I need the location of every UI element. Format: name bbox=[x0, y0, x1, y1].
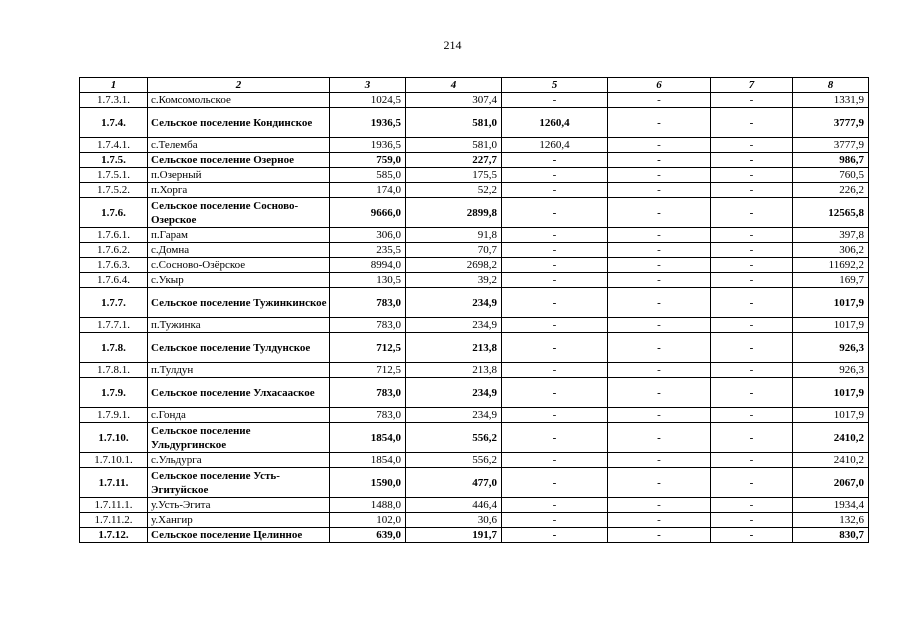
row-value-cell: 1017,9 bbox=[793, 288, 869, 318]
row-value-cell: - bbox=[711, 93, 793, 108]
row-value-cell: 477,0 bbox=[406, 468, 502, 498]
row-value-cell: 234,9 bbox=[406, 288, 502, 318]
row-value-cell: 213,8 bbox=[406, 333, 502, 363]
column-header: 3 bbox=[330, 78, 406, 93]
row-code-cell: 1.7.10. bbox=[80, 423, 148, 453]
row-value-cell: 1934,4 bbox=[793, 498, 869, 513]
table-row bbox=[80, 423, 869, 453]
column-header: 2 bbox=[148, 78, 330, 93]
row-value-cell: - bbox=[608, 318, 711, 333]
row-value-cell: 102,0 bbox=[330, 513, 406, 528]
row-value-cell: 760,5 bbox=[793, 168, 869, 183]
row-value-cell: - bbox=[502, 228, 608, 243]
row-value-cell: 783,0 bbox=[330, 318, 406, 333]
table-row bbox=[80, 198, 869, 228]
row-value-cell: - bbox=[608, 198, 711, 228]
row-value-cell: - bbox=[711, 168, 793, 183]
row-name-cell: с.Укыр bbox=[148, 273, 330, 288]
row-value-cell: - bbox=[608, 453, 711, 468]
table-row bbox=[80, 93, 869, 108]
row-value-cell: 91,8 bbox=[406, 228, 502, 243]
row-value-cell: 234,9 bbox=[406, 378, 502, 408]
row-name-cell: п.Хорга bbox=[148, 183, 330, 198]
row-name-cell: с.Домна bbox=[148, 243, 330, 258]
row-value-cell: - bbox=[502, 153, 608, 168]
table-row bbox=[80, 183, 869, 198]
row-name-cell: Сельское поселение Улхасааское bbox=[148, 378, 330, 408]
row-value-cell: - bbox=[502, 258, 608, 273]
row-code-cell: 1.7.9. bbox=[80, 378, 148, 408]
row-value-cell: - bbox=[608, 258, 711, 273]
row-value-cell: 783,0 bbox=[330, 378, 406, 408]
row-value-cell: - bbox=[711, 468, 793, 498]
row-value-cell: - bbox=[502, 318, 608, 333]
table-row bbox=[80, 258, 869, 273]
row-code-cell: 1.7.5.2. bbox=[80, 183, 148, 198]
row-value-cell: - bbox=[711, 183, 793, 198]
row-code-cell: 1.7.8. bbox=[80, 333, 148, 363]
row-code-cell: 1.7.9.1. bbox=[80, 408, 148, 423]
row-value-cell: - bbox=[502, 408, 608, 423]
column-header: 5 bbox=[502, 78, 608, 93]
row-value-cell: 227,7 bbox=[406, 153, 502, 168]
row-value-cell: 1854,0 bbox=[330, 423, 406, 453]
row-name-cell: п.Тулдун bbox=[148, 363, 330, 378]
table-row bbox=[80, 528, 869, 543]
row-name-cell: п.Тужинка bbox=[148, 318, 330, 333]
row-value-cell: 926,3 bbox=[793, 333, 869, 363]
row-value-cell: 712,5 bbox=[330, 333, 406, 363]
row-value-cell: 234,9 bbox=[406, 408, 502, 423]
row-value-cell: - bbox=[608, 363, 711, 378]
table-row bbox=[80, 288, 869, 318]
row-name-cell: Сельское поселение Озерное bbox=[148, 153, 330, 168]
row-value-cell: 712,5 bbox=[330, 363, 406, 378]
row-value-cell: - bbox=[608, 273, 711, 288]
row-name-cell: с.Ульдурга bbox=[148, 453, 330, 468]
row-value-cell: - bbox=[502, 288, 608, 318]
row-value-cell: - bbox=[711, 528, 793, 543]
table-row bbox=[80, 513, 869, 528]
table-row bbox=[80, 468, 869, 498]
row-value-cell: 1017,9 bbox=[793, 378, 869, 408]
row-value-cell: 585,0 bbox=[330, 168, 406, 183]
row-value-cell: 581,0 bbox=[406, 138, 502, 153]
row-code-cell: 1.7.11.2. bbox=[80, 513, 148, 528]
row-value-cell: - bbox=[608, 228, 711, 243]
row-value-cell: 783,0 bbox=[330, 288, 406, 318]
row-value-cell: 446,4 bbox=[406, 498, 502, 513]
row-value-cell: - bbox=[608, 288, 711, 318]
row-value-cell: 2067,0 bbox=[793, 468, 869, 498]
row-value-cell: - bbox=[608, 423, 711, 453]
row-code-cell: 1.7.7.1. bbox=[80, 318, 148, 333]
row-value-cell: 1017,9 bbox=[793, 408, 869, 423]
row-value-cell: 11692,2 bbox=[793, 258, 869, 273]
row-value-cell: - bbox=[502, 168, 608, 183]
table-row bbox=[80, 243, 869, 258]
row-code-cell: 1.7.8.1. bbox=[80, 363, 148, 378]
table-row bbox=[80, 153, 869, 168]
row-value-cell: 1017,9 bbox=[793, 318, 869, 333]
row-value-cell: 1260,4 bbox=[502, 108, 608, 138]
row-value-cell: 235,5 bbox=[330, 243, 406, 258]
row-value-cell: 1024,5 bbox=[330, 93, 406, 108]
row-value-cell: 191,7 bbox=[406, 528, 502, 543]
table-row bbox=[80, 363, 869, 378]
row-value-cell: 783,0 bbox=[330, 408, 406, 423]
row-value-cell: - bbox=[608, 138, 711, 153]
row-value-cell: 639,0 bbox=[330, 528, 406, 543]
row-value-cell: - bbox=[608, 333, 711, 363]
row-value-cell: - bbox=[711, 198, 793, 228]
row-value-cell: - bbox=[608, 108, 711, 138]
row-value-cell: 556,2 bbox=[406, 453, 502, 468]
column-header: 7 bbox=[711, 78, 793, 93]
row-value-cell: - bbox=[608, 528, 711, 543]
row-name-cell: с.Гонда bbox=[148, 408, 330, 423]
row-name-cell: с.Сосново-Озёрское bbox=[148, 258, 330, 273]
data-table bbox=[79, 77, 869, 543]
row-value-cell: 1488,0 bbox=[330, 498, 406, 513]
row-name-cell: п.Гарам bbox=[148, 228, 330, 243]
row-value-cell: - bbox=[502, 333, 608, 363]
row-value-cell: 926,3 bbox=[793, 363, 869, 378]
row-value-cell: - bbox=[502, 423, 608, 453]
table-row bbox=[80, 318, 869, 333]
row-code-cell: 1.7.6.4. bbox=[80, 273, 148, 288]
row-value-cell: - bbox=[711, 318, 793, 333]
row-value-cell: 759,0 bbox=[330, 153, 406, 168]
table-row bbox=[80, 453, 869, 468]
row-value-cell: 830,7 bbox=[793, 528, 869, 543]
row-value-cell: 3777,9 bbox=[793, 138, 869, 153]
row-value-cell: - bbox=[502, 513, 608, 528]
row-value-cell: 2698,2 bbox=[406, 258, 502, 273]
row-value-cell: - bbox=[502, 183, 608, 198]
row-value-cell: - bbox=[711, 498, 793, 513]
row-code-cell: 1.7.6.2. bbox=[80, 243, 148, 258]
row-value-cell: 306,0 bbox=[330, 228, 406, 243]
row-value-cell: - bbox=[502, 378, 608, 408]
row-value-cell: 39,2 bbox=[406, 273, 502, 288]
row-name-cell: у.Хангир bbox=[148, 513, 330, 528]
row-value-cell: - bbox=[608, 408, 711, 423]
row-name-cell: с.Телемба bbox=[148, 138, 330, 153]
row-value-cell: 174,0 bbox=[330, 183, 406, 198]
row-value-cell: - bbox=[711, 423, 793, 453]
column-header: 6 bbox=[608, 78, 711, 93]
row-code-cell: 1.7.5. bbox=[80, 153, 148, 168]
table-row bbox=[80, 498, 869, 513]
row-name-cell: п.Озерный bbox=[148, 168, 330, 183]
row-name-cell: с.Комсомольское bbox=[148, 93, 330, 108]
row-name-cell: Сельское поселение Усть-Эгитуйское bbox=[148, 468, 330, 498]
row-code-cell: 1.7.4. bbox=[80, 108, 148, 138]
row-value-cell: - bbox=[711, 453, 793, 468]
row-value-cell: - bbox=[711, 513, 793, 528]
table-row bbox=[80, 378, 869, 408]
row-value-cell: - bbox=[608, 468, 711, 498]
row-value-cell: 986,7 bbox=[793, 153, 869, 168]
row-name-cell: Сельское поселение Целинное bbox=[148, 528, 330, 543]
row-value-cell: 52,2 bbox=[406, 183, 502, 198]
row-value-cell: - bbox=[502, 453, 608, 468]
row-value-cell: 132,6 bbox=[793, 513, 869, 528]
column-header: 8 bbox=[793, 78, 869, 93]
row-value-cell: - bbox=[502, 528, 608, 543]
row-value-cell: - bbox=[608, 153, 711, 168]
row-value-cell: - bbox=[608, 243, 711, 258]
row-code-cell: 1.7.11.1. bbox=[80, 498, 148, 513]
row-value-cell: 1590,0 bbox=[330, 468, 406, 498]
row-value-cell: - bbox=[711, 333, 793, 363]
row-value-cell: - bbox=[711, 153, 793, 168]
row-value-cell: 30,6 bbox=[406, 513, 502, 528]
row-code-cell: 1.7.10.1. bbox=[80, 453, 148, 468]
row-name-cell: Сельское поселение Тужинкинское bbox=[148, 288, 330, 318]
row-name-cell: Сельское поселение Кондинское bbox=[148, 108, 330, 138]
row-name-cell: Сельское поселение Тулдунское bbox=[148, 333, 330, 363]
row-value-cell: - bbox=[502, 363, 608, 378]
row-value-cell: - bbox=[711, 108, 793, 138]
column-header: 4 bbox=[406, 78, 502, 93]
row-code-cell: 1.7.12. bbox=[80, 528, 148, 543]
row-value-cell: 234,9 bbox=[406, 318, 502, 333]
row-value-cell: - bbox=[711, 363, 793, 378]
table-row bbox=[80, 228, 869, 243]
page-number: 214 bbox=[443, 38, 462, 52]
row-name-cell: у.Усть-Эгита bbox=[148, 498, 330, 513]
table-row bbox=[80, 408, 869, 423]
row-value-cell: 169,7 bbox=[793, 273, 869, 288]
row-name-cell: Сельское поселение Сосново-Озерское bbox=[148, 198, 330, 228]
row-value-cell: - bbox=[608, 513, 711, 528]
header-row bbox=[80, 78, 869, 93]
row-value-cell: - bbox=[608, 93, 711, 108]
row-value-cell: 175,5 bbox=[406, 168, 502, 183]
row-value-cell: 1331,9 bbox=[793, 93, 869, 108]
row-value-cell: - bbox=[608, 498, 711, 513]
row-value-cell: 556,2 bbox=[406, 423, 502, 453]
row-value-cell: - bbox=[502, 498, 608, 513]
row-value-cell: 1936,5 bbox=[330, 108, 406, 138]
row-value-cell: 3777,9 bbox=[793, 108, 869, 138]
row-value-cell: 213,8 bbox=[406, 363, 502, 378]
row-value-cell: 581,0 bbox=[406, 108, 502, 138]
table-row bbox=[80, 138, 869, 153]
row-value-cell: 307,4 bbox=[406, 93, 502, 108]
row-value-cell: - bbox=[502, 198, 608, 228]
row-value-cell: - bbox=[502, 468, 608, 498]
table-body bbox=[80, 93, 869, 543]
column-header: 1 bbox=[80, 78, 148, 93]
row-value-cell: 130,5 bbox=[330, 273, 406, 288]
row-value-cell: 70,7 bbox=[406, 243, 502, 258]
row-code-cell: 1.7.4.1. bbox=[80, 138, 148, 153]
table-row bbox=[80, 273, 869, 288]
row-code-cell: 1.7.6. bbox=[80, 198, 148, 228]
row-value-cell: 1936,5 bbox=[330, 138, 406, 153]
row-value-cell: - bbox=[502, 273, 608, 288]
row-code-cell: 1.7.6.3. bbox=[80, 258, 148, 273]
row-code-cell: 1.7.6.1. bbox=[80, 228, 148, 243]
row-value-cell: - bbox=[711, 288, 793, 318]
row-value-cell: - bbox=[711, 273, 793, 288]
row-code-cell: 1.7.11. bbox=[80, 468, 148, 498]
row-value-cell: - bbox=[711, 228, 793, 243]
table-row bbox=[80, 108, 869, 138]
row-value-cell: 397,8 bbox=[793, 228, 869, 243]
row-code-cell: 1.7.7. bbox=[80, 288, 148, 318]
row-value-cell: - bbox=[608, 378, 711, 408]
row-name-cell: Сельское поселение Ульдургинское bbox=[148, 423, 330, 453]
row-value-cell: - bbox=[608, 168, 711, 183]
row-value-cell: 1260,4 bbox=[502, 138, 608, 153]
row-value-cell: 12565,8 bbox=[793, 198, 869, 228]
row-value-cell: 306,2 bbox=[793, 243, 869, 258]
row-code-cell: 1.7.3.1. bbox=[80, 93, 148, 108]
row-value-cell: - bbox=[711, 408, 793, 423]
row-value-cell: - bbox=[608, 183, 711, 198]
row-code-cell: 1.7.5.1. bbox=[80, 168, 148, 183]
table-row bbox=[80, 168, 869, 183]
row-value-cell: - bbox=[711, 258, 793, 273]
row-value-cell: - bbox=[502, 93, 608, 108]
row-value-cell: 2410,2 bbox=[793, 453, 869, 468]
row-value-cell: 2899,8 bbox=[406, 198, 502, 228]
row-value-cell: 9666,0 bbox=[330, 198, 406, 228]
row-value-cell: 8994,0 bbox=[330, 258, 406, 273]
row-value-cell: 226,2 bbox=[793, 183, 869, 198]
row-value-cell: - bbox=[502, 243, 608, 258]
row-value-cell: 1854,0 bbox=[330, 453, 406, 468]
row-value-cell: 2410,2 bbox=[793, 423, 869, 453]
row-value-cell: - bbox=[711, 243, 793, 258]
row-value-cell: - bbox=[711, 138, 793, 153]
row-value-cell: - bbox=[711, 378, 793, 408]
table-row bbox=[80, 333, 869, 363]
